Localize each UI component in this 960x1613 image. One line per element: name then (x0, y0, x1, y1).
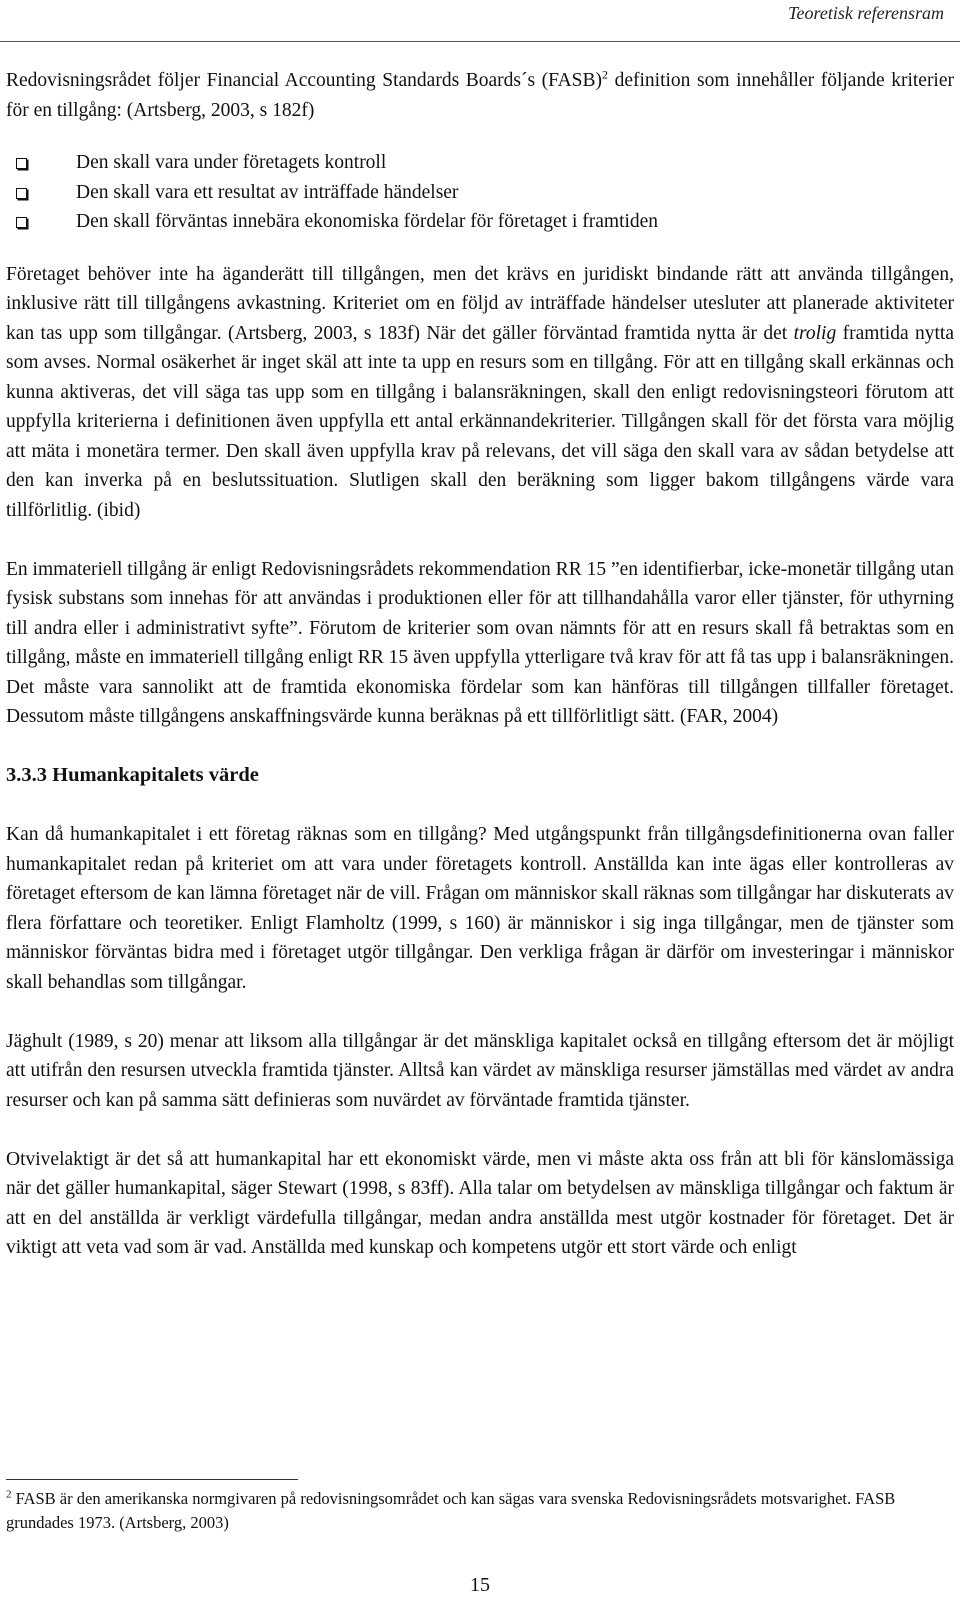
criteria-item (76, 148, 954, 178)
body-paragraph (6, 260, 954, 526)
header-divider (0, 41, 960, 42)
intro-text-end: definition som innehåller följande kriterier för en tillgång: (Artsberg, 2003, s 182f) (6, 70, 954, 121)
paragraph-text: framtida nytta som avses. Normal osäkerhet är inget skäl att inte ta upp en resurs som en tillgång. För att en tillgång skall erkännas och kunna aktiveras, det vill säga tas upp som en tillgång i balansräkningen, skall den enligt redovisningsteori förutom att uppfylla kriterierna i definitionen även uppfylla ett antal erkännandekriterier. Tillgången skall för det första vara möjlig att mäta i monetära termer. Den skall även uppfylla krav på relevans, det vill säga den skall vara av sådan betydelse att den kan inverka på en beslutssituation. Slutligen skall den beräkning som ligger bakom tillgångens värde vara tillförlitlig. (ibid) (6, 322, 954, 521)
footnote-divider (6, 1479, 298, 1480)
intro-text-start: Redovisningsrådet följer Financial Accounting Standards Boards´s (FASB) (6, 70, 603, 91)
intro-paragraph (6, 66, 954, 125)
criteria-item-text: Den skall vara ett resultat av inträffade händelser (76, 181, 459, 203)
checkbox-bullet-icon (16, 158, 27, 169)
body-paragraph: Jäghult (1989, s 20) menar att liksom alla tillgångar är det mänskliga kapitalet också en tillgång eftersom det är möjligt att utifrån den resursen utveckla framtida tjänster. Alltså kan värdet av mänskliga resurser jämställas med värdet av andra resurser och kan på samma sätt definieras som nuvärdet av förväntade framtida tjänster. (6, 1030, 954, 1111)
criteria-item (76, 207, 954, 237)
page-body (6, 66, 954, 1263)
running-header: Teoretisk referensram (788, 3, 944, 23)
footnote-reference[interactable]: 2 (602, 67, 609, 82)
body-paragraph: En immateriell tillgång är enligt Redovisningsrådets rekommendation RR 15 ”en identifierbar, icke-monetär tillgång utan fysisk substans som innehas för att användas i produktionen eller för att tillhandahålla varor eller tjänster, för uthyrning till andra eller i administrativt syfte”. Förutom de kriterier som ovan nämnts för att en resurs skall få betraktas som en tillgång, måste en immateriell tillgång enligt RR 15 även uppfylla ytterligare två krav för att få tas upp i balansräkningen. Det måste vara sannolikt att de framtida ekonomiska fördelar som kan hänföras till tillgången tillfaller företaget. Dessutom måste tillgångens anskaffningsvärde kunna beräknas på ett tillförlitligt sätt. (FAR, 2004) (6, 558, 954, 727)
criteria-item-text: Den skall förväntas innebära ekonomiska fördelar för företaget i framtiden (76, 211, 659, 232)
body-paragraph: Kan då humankapitalet i ett företag räknas som en tillgång? Med utgångspunkt från tillgångsdefinitionerna ovan faller humankapitalet redan på kriteriet om att vara under företagets kontroll. Anställda kan inte ägas eller kontrolleras av företaget eftersom de kan lämna företaget när de vill. Frågan om människor skall räknas som tillgångar har diskuterats av flera författare och teoretiker. Enligt Flamholtz (1999, s 160) är människor i sig inga tillgångar, men de tjänster som människor förväntas bidra med i företaget utgör tillgångar. Den verkliga frågan är därför om investeringar i människor skall behandlas som tillgångar. (6, 824, 954, 993)
section-heading: 3.3.3 Humankapitalets värde (6, 764, 259, 786)
footnote (6, 1487, 954, 1535)
checkbox-bullet-icon (16, 217, 27, 228)
paragraph-text: Företaget behöver inte ha äganderätt till tillgången, men det krävs en juridiskt bindande rätt att använda tillgången, inklusive rätt till tillgångens avkastning. Kriteriet om en följd av inträffade händelser utesluter att planerade aktiviteter kan tas upp som tillgångar. (Artsberg, 2003, s 183f) När det gäller förväntad framtida nytta är det (6, 263, 954, 344)
criteria-list (6, 148, 954, 237)
emphasis-text: trolig (793, 322, 837, 344)
criteria-item-text: Den skall vara under företagets kontroll (76, 152, 387, 173)
criteria-item (76, 178, 954, 208)
footnote-text: FASB är den amerikanska normgivaren på redovisningsområdet och kan sägas vara svenska Redovisningsrådets motsvarighet. FASB grundades 1973. (Artsberg, 2003) (6, 1489, 896, 1532)
page-number: 15 (470, 1574, 490, 1596)
body-paragraph: Otvivelaktigt är det så att humankapital har ett ekonomiskt värde, men vi måste akta oss från att bli för känslomässiga när det gäller humankapital, säger Stewart (1998, s 83ff). Alla talar om betydelsen av mänskliga tillgångar och faktum är att en del anställda är verkligt värdefulla tillgångar, medan andra anställda mest utgör kostnader för företaget. Det är viktigt att veta vad som är vad. Anställda med kunskap och kompetens utgör ett stort värde och enligt (6, 1148, 954, 1258)
checkbox-bullet-icon (16, 188, 27, 199)
footnote-number: 2 (6, 1488, 12, 1501)
